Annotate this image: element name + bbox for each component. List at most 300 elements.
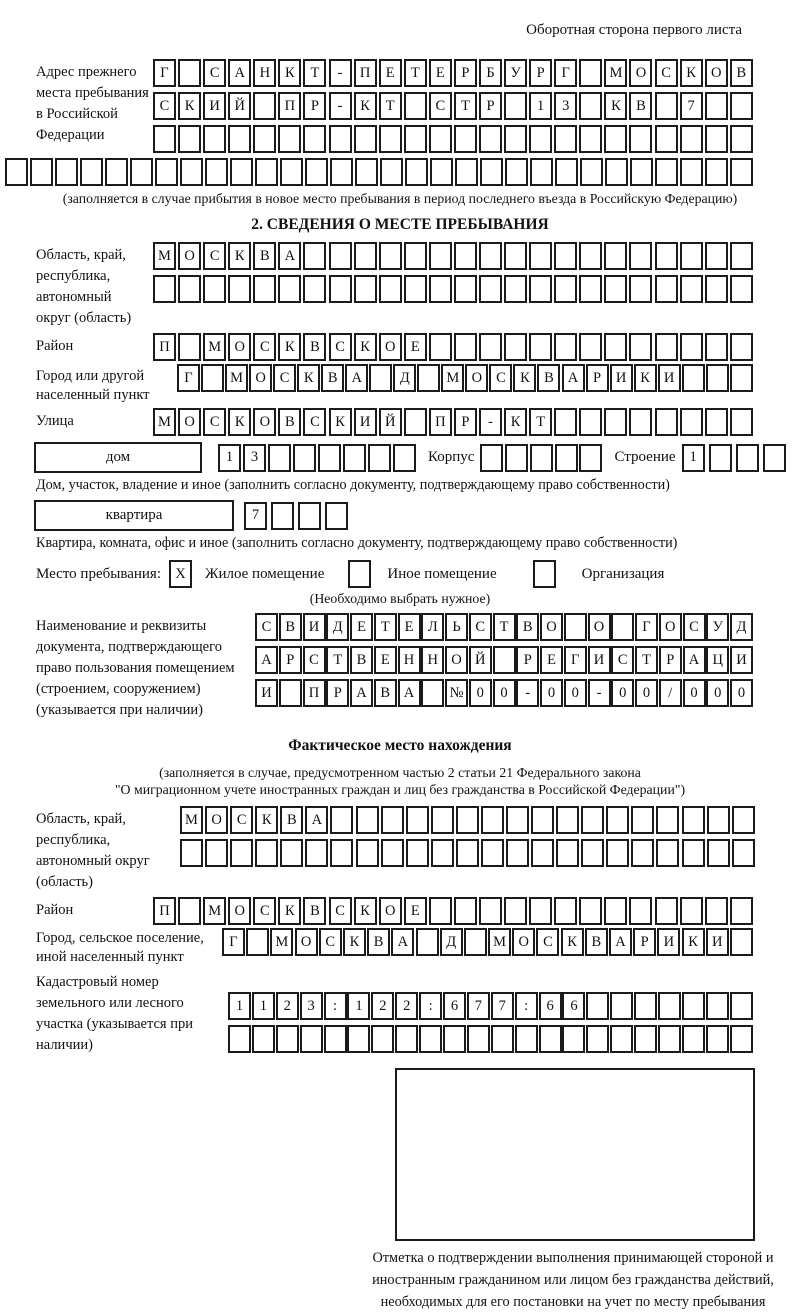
char-box[interactable] — [579, 275, 602, 303]
char-box[interactable]: 0 — [611, 679, 634, 707]
char-box[interactable]: И — [610, 364, 633, 392]
char-box[interactable] — [354, 242, 377, 270]
char-box[interactable] — [705, 158, 728, 186]
char-box[interactable] — [554, 275, 577, 303]
char-box[interactable]: Е — [374, 646, 397, 674]
char-box[interactable] — [368, 444, 391, 472]
char-box[interactable]: В — [374, 679, 397, 707]
char-box[interactable]: Р — [633, 928, 656, 956]
char-box[interactable]: Т — [493, 613, 516, 641]
char-box[interactable]: О — [379, 897, 402, 925]
char-box[interactable]: И — [255, 679, 278, 707]
char-box[interactable]: К — [513, 364, 536, 392]
char-box[interactable] — [305, 158, 328, 186]
char-box[interactable] — [705, 897, 728, 925]
char-box[interactable] — [330, 839, 353, 867]
char-box[interactable] — [481, 806, 504, 834]
char-box[interactable] — [228, 275, 251, 303]
char-box[interactable]: О — [178, 242, 201, 270]
char-box[interactable] — [430, 158, 453, 186]
char-box[interactable] — [329, 242, 352, 270]
char-box[interactable]: Е — [404, 333, 427, 361]
char-box[interactable]: О — [228, 897, 251, 925]
char-box[interactable]: Р — [516, 646, 539, 674]
char-box[interactable] — [730, 158, 753, 186]
char-box[interactable]: Г — [177, 364, 200, 392]
char-box[interactable] — [610, 992, 633, 1020]
char-box[interactable] — [355, 158, 378, 186]
char-box[interactable] — [467, 1025, 490, 1053]
char-box[interactable]: В — [279, 613, 302, 641]
char-box[interactable] — [555, 158, 578, 186]
char-box[interactable] — [504, 92, 527, 120]
char-box[interactable]: 1 — [218, 444, 241, 472]
char-box[interactable]: Т — [404, 59, 427, 87]
char-box[interactable] — [504, 242, 527, 270]
char-box[interactable] — [404, 408, 427, 436]
char-box[interactable] — [529, 125, 552, 153]
char-box[interactable] — [356, 839, 379, 867]
char-box[interactable]: О — [445, 646, 468, 674]
char-box[interactable]: 0 — [564, 679, 587, 707]
char-box[interactable]: 2 — [395, 992, 418, 1020]
char-box[interactable] — [554, 408, 577, 436]
char-box[interactable]: Г — [564, 646, 587, 674]
char-box[interactable]: О — [253, 408, 276, 436]
char-box[interactable] — [605, 158, 628, 186]
char-box[interactable] — [682, 806, 705, 834]
char-box[interactable] — [180, 158, 203, 186]
char-box[interactable]: К — [297, 364, 320, 392]
char-box[interactable] — [395, 1025, 418, 1053]
char-box[interactable]: К — [504, 408, 527, 436]
char-box[interactable] — [529, 897, 552, 925]
char-box[interactable]: Е — [404, 897, 427, 925]
char-box[interactable]: : — [324, 992, 347, 1020]
char-box[interactable] — [581, 806, 604, 834]
char-box[interactable]: П — [153, 897, 176, 925]
char-box[interactable]: Т — [529, 408, 552, 436]
char-box[interactable] — [130, 158, 153, 186]
char-box[interactable] — [658, 1025, 681, 1053]
char-box[interactable]: К — [278, 897, 301, 925]
char-box[interactable] — [730, 992, 753, 1020]
char-box[interactable] — [680, 275, 703, 303]
char-box[interactable]: А — [345, 364, 368, 392]
char-box[interactable] — [454, 125, 477, 153]
char-box[interactable]: С — [303, 646, 326, 674]
char-box[interactable]: О — [705, 59, 728, 87]
char-box[interactable] — [705, 242, 728, 270]
char-box[interactable]: Ц — [706, 646, 729, 674]
char-box[interactable] — [505, 158, 528, 186]
char-box[interactable] — [631, 806, 654, 834]
char-box[interactable]: О — [465, 364, 488, 392]
char-box[interactable] — [707, 806, 730, 834]
char-box[interactable] — [629, 408, 652, 436]
char-box[interactable] — [682, 992, 705, 1020]
char-box[interactable]: В — [730, 59, 753, 87]
char-box[interactable]: Д — [326, 613, 349, 641]
char-box[interactable]: 6 — [562, 992, 585, 1020]
char-box[interactable] — [416, 928, 439, 956]
char-box[interactable]: В — [253, 242, 276, 270]
char-box[interactable] — [730, 333, 753, 361]
char-box[interactable] — [380, 158, 403, 186]
char-box[interactable]: К — [278, 59, 301, 87]
char-box[interactable]: М — [203, 333, 226, 361]
char-box[interactable] — [454, 275, 477, 303]
char-box[interactable]: В — [321, 364, 344, 392]
char-box[interactable] — [554, 125, 577, 153]
char-box[interactable] — [634, 992, 657, 1020]
char-box[interactable] — [732, 839, 755, 867]
char-box[interactable]: М — [153, 408, 176, 436]
char-box[interactable]: К — [228, 242, 251, 270]
char-box[interactable]: Р — [586, 364, 609, 392]
char-box[interactable]: К — [278, 333, 301, 361]
char-box[interactable] — [228, 1025, 251, 1053]
char-box[interactable]: К — [329, 408, 352, 436]
char-box[interactable]: М — [203, 897, 226, 925]
char-box[interactable]: 0 — [706, 679, 729, 707]
char-box[interactable]: К — [561, 928, 584, 956]
char-box[interactable] — [354, 275, 377, 303]
char-box[interactable]: К — [228, 408, 251, 436]
char-box[interactable] — [417, 364, 440, 392]
char-box[interactable]: О — [205, 806, 228, 834]
char-box[interactable]: 1 — [529, 92, 552, 120]
char-box[interactable] — [554, 242, 577, 270]
char-box[interactable]: Р — [479, 92, 502, 120]
char-box[interactable]: М — [153, 242, 176, 270]
char-box[interactable] — [655, 125, 678, 153]
char-box[interactable] — [431, 839, 454, 867]
char-box[interactable] — [371, 1025, 394, 1053]
char-box[interactable]: С — [273, 364, 296, 392]
char-box[interactable]: О — [249, 364, 272, 392]
char-box[interactable] — [655, 897, 678, 925]
char-box[interactable]: В — [516, 613, 539, 641]
char-box[interactable]: В — [278, 408, 301, 436]
char-box[interactable]: С — [203, 408, 226, 436]
char-box[interactable]: Т — [635, 646, 658, 674]
char-box[interactable] — [205, 158, 228, 186]
char-box[interactable]: Е — [398, 613, 421, 641]
char-box[interactable]: С — [683, 613, 706, 641]
char-box[interactable]: С — [253, 333, 276, 361]
char-box[interactable] — [732, 806, 755, 834]
char-box[interactable]: 2 — [371, 992, 394, 1020]
char-box[interactable] — [554, 897, 577, 925]
char-box[interactable] — [655, 408, 678, 436]
char-box[interactable] — [405, 158, 428, 186]
char-box[interactable] — [655, 275, 678, 303]
char-box[interactable]: Й — [228, 92, 251, 120]
char-box[interactable] — [730, 364, 753, 392]
char-box[interactable] — [611, 613, 634, 641]
char-box[interactable]: С — [253, 897, 276, 925]
char-box[interactable]: Р — [303, 92, 326, 120]
char-box[interactable] — [255, 839, 278, 867]
char-box[interactable]: С — [469, 613, 492, 641]
char-box[interactable] — [658, 992, 681, 1020]
char-box[interactable]: С — [303, 408, 326, 436]
char-box[interactable]: М — [488, 928, 511, 956]
char-box[interactable] — [556, 806, 579, 834]
char-box[interactable]: О — [512, 928, 535, 956]
char-box[interactable]: 3 — [554, 92, 577, 120]
char-box[interactable] — [709, 444, 732, 472]
char-box[interactable] — [579, 408, 602, 436]
char-box[interactable] — [630, 158, 653, 186]
char-box[interactable] — [280, 158, 303, 186]
char-box[interactable] — [271, 502, 294, 530]
char-box[interactable] — [305, 839, 328, 867]
char-box[interactable]: : — [419, 992, 442, 1020]
char-box[interactable] — [278, 275, 301, 303]
char-box[interactable] — [680, 897, 703, 925]
char-box[interactable]: К — [680, 59, 703, 87]
char-box[interactable]: П — [429, 408, 452, 436]
char-box[interactable]: 6 — [443, 992, 466, 1020]
char-box[interactable]: 0 — [730, 679, 753, 707]
char-box[interactable]: М — [180, 806, 203, 834]
char-box[interactable]: А — [305, 806, 328, 834]
char-box[interactable]: 0 — [683, 679, 706, 707]
char-box[interactable]: И — [303, 613, 326, 641]
char-box[interactable] — [276, 1025, 299, 1053]
char-box[interactable] — [554, 333, 577, 361]
char-box[interactable] — [680, 125, 703, 153]
char-box[interactable] — [555, 444, 578, 472]
char-box[interactable]: С — [655, 59, 678, 87]
char-box[interactable] — [393, 444, 416, 472]
char-box[interactable] — [730, 897, 753, 925]
char-box[interactable] — [404, 242, 427, 270]
char-box[interactable] — [329, 275, 352, 303]
char-box[interactable]: И — [354, 408, 377, 436]
char-box[interactable] — [419, 1025, 442, 1053]
char-box[interactable]: Т — [374, 613, 397, 641]
char-box[interactable]: Е — [429, 59, 452, 87]
char-box[interactable] — [343, 444, 366, 472]
char-box[interactable]: М — [441, 364, 464, 392]
char-box[interactable] — [454, 333, 477, 361]
char-box[interactable] — [706, 364, 729, 392]
char-box[interactable] — [604, 125, 627, 153]
char-box[interactable] — [429, 897, 452, 925]
char-box[interactable] — [529, 275, 552, 303]
char-box[interactable]: А — [391, 928, 414, 956]
char-box[interactable] — [278, 125, 301, 153]
char-box[interactable] — [178, 333, 201, 361]
char-box[interactable] — [178, 897, 201, 925]
char-box[interactable] — [705, 92, 728, 120]
char-box[interactable] — [730, 408, 753, 436]
char-box[interactable] — [431, 806, 454, 834]
char-box[interactable] — [580, 158, 603, 186]
char-box[interactable]: И — [203, 92, 226, 120]
char-box[interactable] — [680, 333, 703, 361]
char-box[interactable] — [404, 275, 427, 303]
char-box[interactable]: 3 — [243, 444, 266, 472]
char-box[interactable] — [606, 806, 629, 834]
char-box[interactable]: Г — [635, 613, 658, 641]
char-box[interactable] — [530, 158, 553, 186]
char-box[interactable] — [329, 125, 352, 153]
char-box[interactable]: С — [536, 928, 559, 956]
char-box[interactable]: 0 — [635, 679, 658, 707]
char-box[interactable]: 1 — [228, 992, 251, 1020]
char-box[interactable] — [325, 502, 348, 530]
char-box[interactable] — [629, 275, 652, 303]
char-box[interactable] — [303, 242, 326, 270]
char-box[interactable] — [105, 158, 128, 186]
char-box[interactable] — [201, 364, 224, 392]
char-box[interactable]: 7 — [680, 92, 703, 120]
char-box[interactable] — [680, 242, 703, 270]
char-box[interactable]: X — [169, 560, 192, 588]
char-box[interactable] — [506, 839, 529, 867]
char-box[interactable]: О — [540, 613, 563, 641]
char-box[interactable]: С — [255, 613, 278, 641]
char-box[interactable]: Б — [479, 59, 502, 87]
char-box[interactable] — [631, 839, 654, 867]
char-box[interactable]: 0 — [493, 679, 516, 707]
char-box[interactable] — [178, 59, 201, 87]
char-box[interactable]: В — [367, 928, 390, 956]
char-box[interactable]: С — [319, 928, 342, 956]
char-box[interactable] — [203, 125, 226, 153]
char-box[interactable]: О — [228, 333, 251, 361]
char-box[interactable]: К — [354, 333, 377, 361]
char-box[interactable] — [706, 1025, 729, 1053]
char-box[interactable]: 1 — [252, 992, 275, 1020]
char-box[interactable] — [707, 839, 730, 867]
char-box[interactable] — [381, 806, 404, 834]
char-box[interactable]: - — [516, 679, 539, 707]
char-box[interactable] — [564, 613, 587, 641]
char-box[interactable]: Р — [454, 59, 477, 87]
char-box[interactable] — [604, 275, 627, 303]
char-box[interactable]: С — [153, 92, 176, 120]
char-box[interactable] — [730, 125, 753, 153]
char-box[interactable] — [763, 444, 786, 472]
char-box[interactable] — [348, 560, 371, 588]
char-box[interactable]: 1 — [682, 444, 705, 472]
char-box[interactable]: В — [303, 897, 326, 925]
char-box[interactable]: / — [659, 679, 682, 707]
char-box[interactable] — [562, 1025, 585, 1053]
char-box[interactable] — [506, 806, 529, 834]
char-box[interactable] — [455, 158, 478, 186]
char-box[interactable]: Д — [393, 364, 416, 392]
char-box[interactable]: - — [329, 59, 352, 87]
char-box[interactable] — [579, 59, 602, 87]
char-box[interactable] — [479, 125, 502, 153]
char-box[interactable] — [303, 275, 326, 303]
char-box[interactable]: О — [659, 613, 682, 641]
char-box[interactable] — [300, 1025, 323, 1053]
char-box[interactable]: К — [354, 92, 377, 120]
char-box[interactable]: 1 — [347, 992, 370, 1020]
char-box[interactable]: № — [445, 679, 468, 707]
char-box[interactable]: Д — [730, 613, 753, 641]
char-box[interactable] — [421, 679, 444, 707]
char-box[interactable] — [505, 444, 528, 472]
char-box[interactable] — [730, 242, 753, 270]
char-box[interactable] — [655, 158, 678, 186]
char-box[interactable] — [246, 928, 269, 956]
char-box[interactable] — [318, 444, 341, 472]
char-box[interactable]: А — [398, 679, 421, 707]
char-box[interactable]: Е — [350, 613, 373, 641]
char-box[interactable]: Й — [469, 646, 492, 674]
char-box[interactable] — [406, 839, 429, 867]
char-box[interactable]: Р — [454, 408, 477, 436]
char-box[interactable] — [493, 646, 516, 674]
char-box[interactable] — [253, 125, 276, 153]
char-box[interactable] — [610, 1025, 633, 1053]
char-box[interactable] — [504, 333, 527, 361]
char-box[interactable] — [682, 364, 705, 392]
char-box[interactable]: 0 — [540, 679, 563, 707]
char-box[interactable]: У — [706, 613, 729, 641]
char-box[interactable] — [456, 839, 479, 867]
char-box[interactable]: А — [609, 928, 632, 956]
char-box[interactable]: К — [354, 897, 377, 925]
char-box[interactable]: Й — [379, 408, 402, 436]
char-box[interactable] — [579, 125, 602, 153]
char-box[interactable]: - — [329, 92, 352, 120]
char-box[interactable] — [454, 897, 477, 925]
char-box[interactable] — [604, 242, 627, 270]
char-box[interactable] — [706, 992, 729, 1020]
char-box[interactable]: Е — [379, 59, 402, 87]
char-box[interactable]: 6 — [539, 992, 562, 1020]
char-box[interactable]: 2 — [276, 992, 299, 1020]
char-box[interactable] — [230, 158, 253, 186]
char-box[interactable]: П — [153, 333, 176, 361]
char-box[interactable] — [480, 444, 503, 472]
char-box[interactable]: К — [682, 928, 705, 956]
char-box[interactable] — [354, 125, 377, 153]
char-box[interactable] — [629, 125, 652, 153]
char-box[interactable]: О — [379, 333, 402, 361]
char-box[interactable] — [581, 839, 604, 867]
char-box[interactable] — [80, 158, 103, 186]
char-box[interactable] — [529, 333, 552, 361]
char-box[interactable]: Ь — [445, 613, 468, 641]
char-box[interactable] — [682, 839, 705, 867]
char-box[interactable] — [456, 806, 479, 834]
char-box[interactable] — [680, 408, 703, 436]
char-box[interactable]: Т — [454, 92, 477, 120]
char-box[interactable] — [429, 275, 452, 303]
char-box[interactable] — [55, 158, 78, 186]
char-box[interactable] — [356, 806, 379, 834]
char-box[interactable] — [5, 158, 28, 186]
char-box[interactable] — [379, 275, 402, 303]
char-box[interactable]: И — [706, 928, 729, 956]
char-box[interactable] — [481, 839, 504, 867]
char-box[interactable]: М — [270, 928, 293, 956]
char-box[interactable]: Н — [398, 646, 421, 674]
char-box[interactable] — [153, 125, 176, 153]
char-box[interactable]: Р — [279, 646, 302, 674]
char-box[interactable]: С — [611, 646, 634, 674]
